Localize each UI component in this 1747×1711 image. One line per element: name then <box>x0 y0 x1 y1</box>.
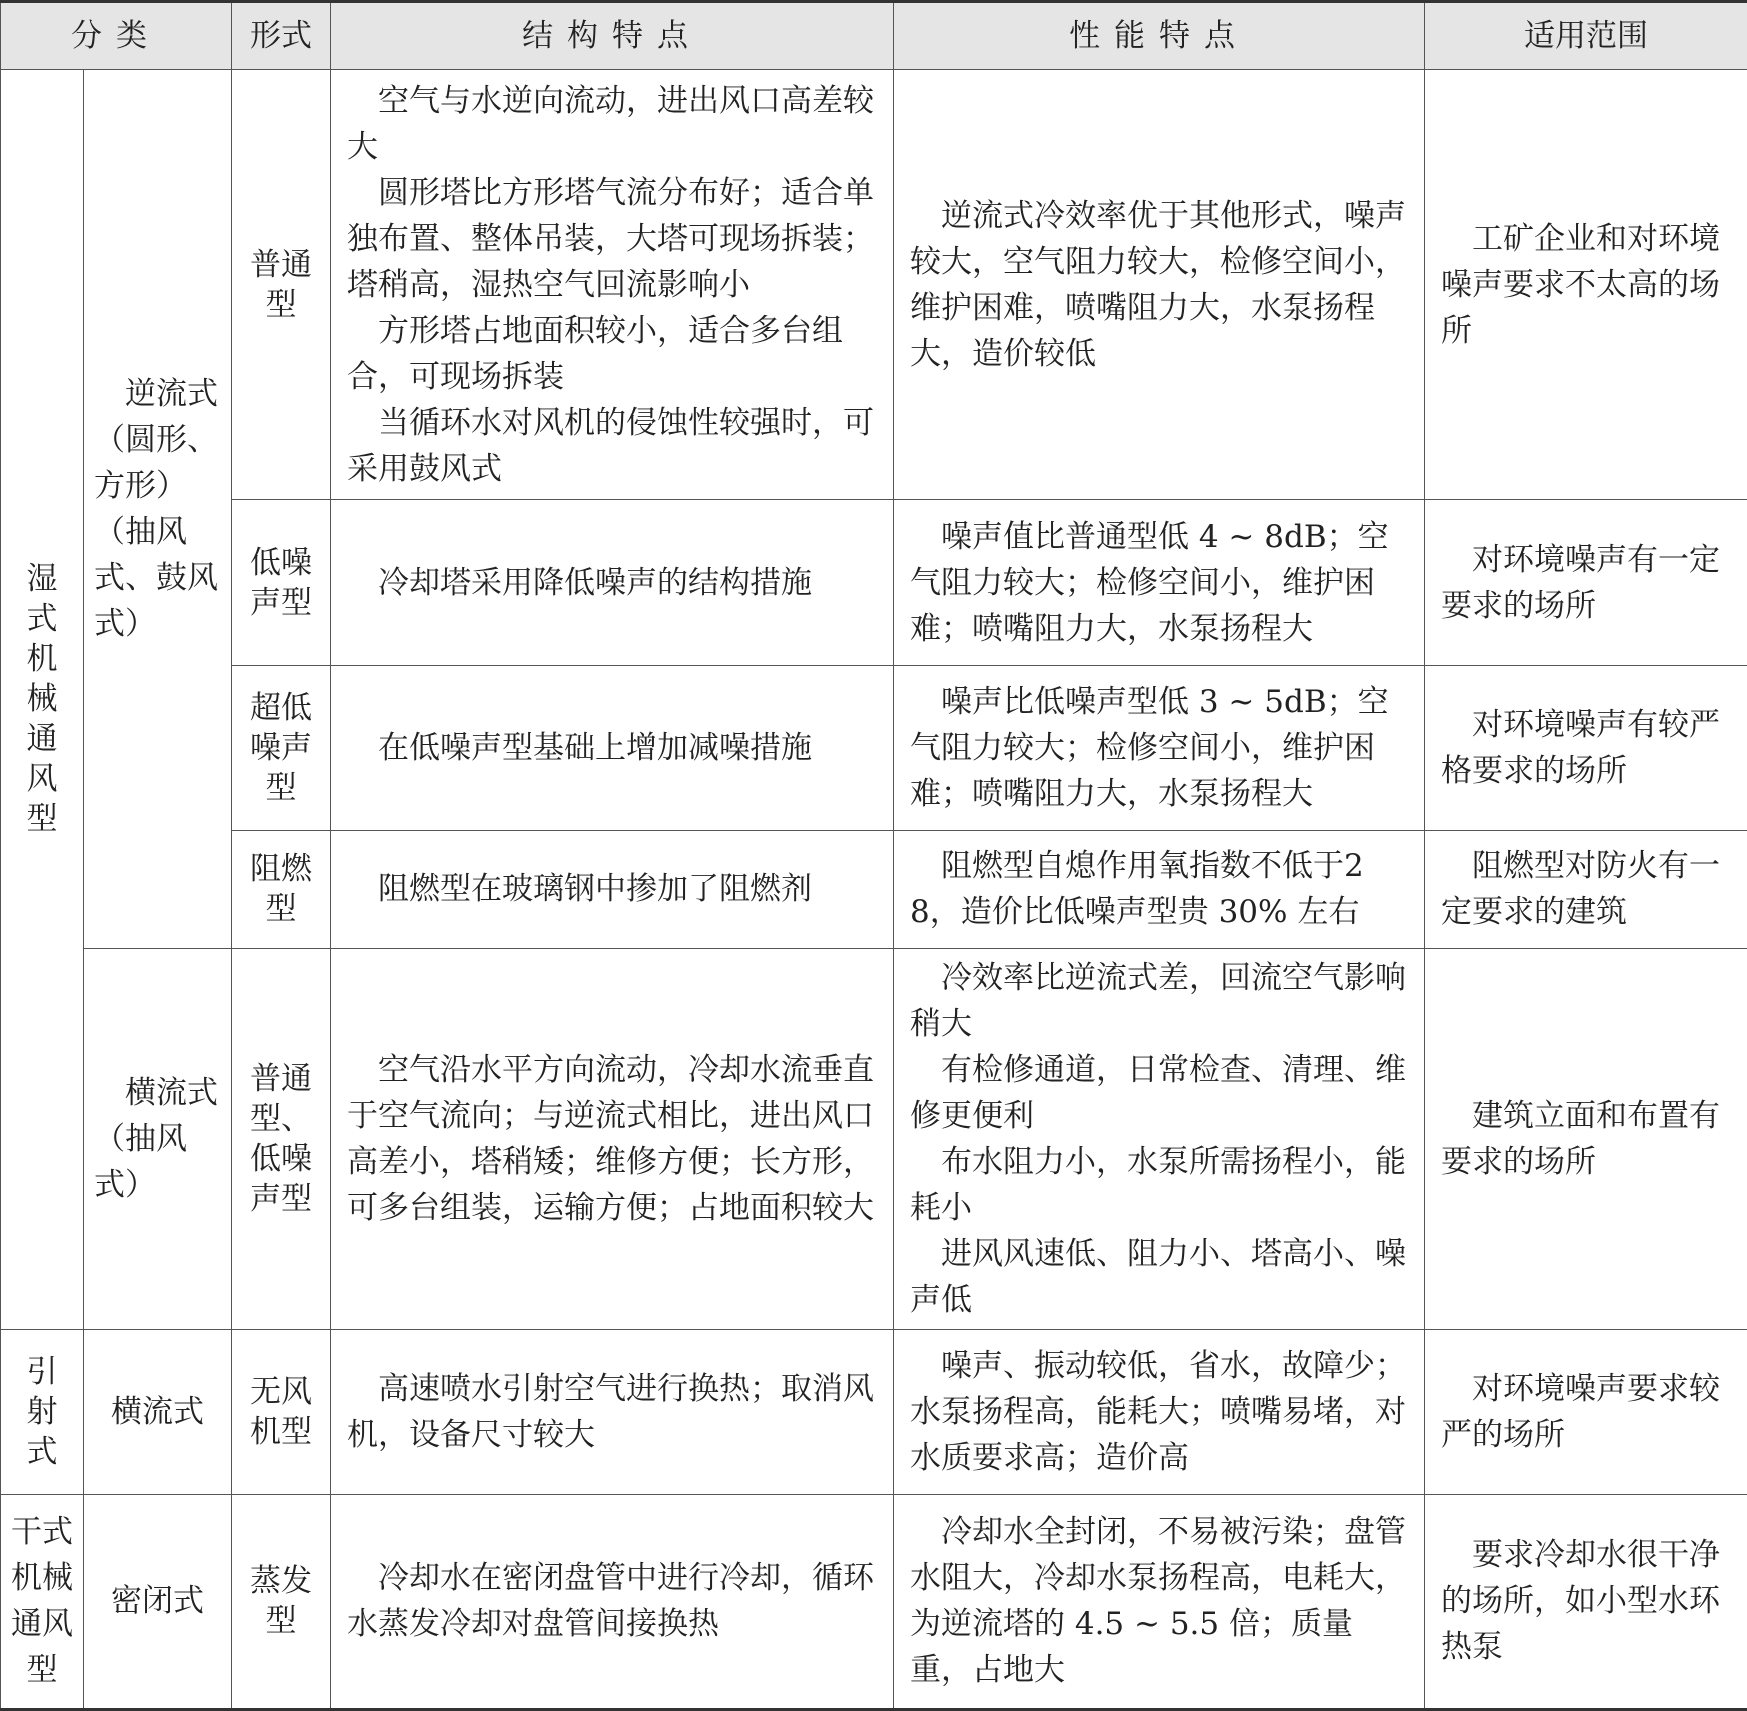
structure-cell <box>331 666 894 831</box>
structure-cell <box>331 70 894 500</box>
performance-line: 布水阻力小，水泵所需扬程小，能耗小 <box>910 1143 1406 1226</box>
performance-line: 逆流式冷效率优于其他形式，噪声较大，空气阻力较大，检修空间小，维护困难，喷嘴阻力大，水泵扬程大，造价较低 <box>910 197 1406 372</box>
performance-cell <box>894 70 1425 500</box>
performance-line: 噪声值比普通型低 4 ~ 8dB；空气阻力较大；检修空间小，维护困难；喷嘴阻力大，水泵扬程大 <box>910 518 1389 647</box>
structure-cell <box>331 1494 894 1709</box>
group-dry <box>1 1494 84 1709</box>
table-row <box>1 1494 1747 1709</box>
performance-cell <box>894 831 1425 948</box>
header-structure: 结构特点 <box>331 2 894 70</box>
group-counterflow: 逆流式（圆形、方形）（抽风式、鼓风式） <box>84 70 232 949</box>
scope-cell: 要求冷却水很干净的场所，如小型水环热泵 <box>1425 1494 1747 1709</box>
performance-line: 噪声比低噪声型低 3 ~ 5dB；空气阻力较大；检修空间小，维护困难；喷嘴阻力大，水泵扬程大 <box>910 684 1389 813</box>
form-cell: 低噪声型 <box>232 500 331 666</box>
table-row <box>1 831 1747 948</box>
group-dry-label: 干式机械通风型 <box>11 1514 73 1689</box>
performance-line: 冷效率比逆流式差，回流空气影响稍大 <box>910 959 1406 1042</box>
table-row <box>1 666 1747 831</box>
group-ejector-label: 引射式 <box>26 1353 58 1470</box>
structure-cell <box>331 831 894 948</box>
scope-cell: 阻燃型对防火有一定要求的建筑 <box>1425 831 1747 948</box>
structure-cell <box>331 948 894 1329</box>
group-crossflow: 横流式（抽风式） <box>84 948 232 1329</box>
header-row <box>1 2 1747 70</box>
header-performance: 性能特点 <box>894 2 1425 70</box>
scope-cell: 工矿企业和对环境噪声要求不太高的场所 <box>1425 70 1747 500</box>
structure-line: 在低噪声型基础上增加减噪措施 <box>378 730 812 767</box>
group-ejector <box>1 1329 84 1494</box>
structure-line: 冷却塔采用降低噪声的结构措施 <box>378 564 812 601</box>
header-form: 形式 <box>232 2 331 70</box>
structure-line: 冷却水在密闭盘管中进行冷却，循环水蒸发冷却对盘管间接换热 <box>347 1560 874 1643</box>
form-cell: 蒸发型 <box>232 1494 331 1709</box>
performance-line: 冷却水全封闭，不易被污染；盘管水阻大，冷却水泵扬程高，电耗大，为逆流塔的 4.5 ~ 5.5 倍；质量重，占地大 <box>910 1514 1406 1689</box>
form-cell: 阻燃型 <box>232 831 331 948</box>
performance-line: 阻燃型自熄作用氧指数不低于28，造价比低噪声型贵 30% 左右 <box>910 848 1364 931</box>
form-cell: 普通型 <box>232 70 331 500</box>
structure-line: 高速喷水引射空气进行换热；取消风机，设备尺寸较大 <box>347 1370 874 1453</box>
structure-line: 空气沿水平方向流动，冷却水流垂直于空气流向；与逆流式相比，进出风口高差小，塔稍矮；维修方便；长方形，可多台组装，运输方便；占地面积较大 <box>347 1051 874 1226</box>
structure-line: 圆形塔比方形塔气流分布好；适合单独布置、整体吊装，大塔可现场拆装；塔稍高，湿热空气回流影响小 <box>347 174 874 303</box>
table-row <box>1 70 1747 500</box>
structure-line: 方形塔占地面积较小，适合多台组合，可现场拆装 <box>347 312 843 395</box>
performance-cell <box>894 1494 1425 1709</box>
group-wet-label: 湿式机械通风型 <box>26 561 58 838</box>
performance-line: 有检修通道，日常检查、清理、维修更便利 <box>910 1051 1406 1134</box>
structure-line: 当循环水对风机的侵蚀性较强时，可采用鼓风式 <box>347 404 874 487</box>
performance-line: 噪声、振动较低，省水，故障少；水泵扬程高，能耗大；喷嘴易堵，对水质要求高；造价高 <box>910 1347 1406 1476</box>
table-row <box>1 500 1747 666</box>
header-scope: 适用范围 <box>1425 2 1747 70</box>
table-row <box>1 1329 1747 1494</box>
structure-cell <box>331 500 894 666</box>
group-dry-sub: 密闭式 <box>84 1494 232 1709</box>
scope-cell: 对环境噪声有一定要求的场所 <box>1425 500 1747 666</box>
performance-cell <box>894 1329 1425 1494</box>
header-category: 分类 <box>1 2 232 70</box>
table-row <box>1 948 1747 1329</box>
structure-line: 空气与水逆向流动，进出风口高差较大 <box>347 82 874 165</box>
structure-line: 阻燃型在玻璃钢中掺加了阻燃剂 <box>378 871 812 908</box>
group-ejector-sub: 横流式 <box>84 1329 232 1494</box>
form-cell: 无风机型 <box>232 1329 331 1494</box>
scope-cell: 对环境噪声要求较严的场所 <box>1425 1329 1747 1494</box>
form-cell: 超低噪声型 <box>232 666 331 831</box>
performance-cell <box>894 500 1425 666</box>
group-wet <box>1 70 84 1330</box>
structure-cell <box>331 1329 894 1494</box>
performance-line: 进风风速低、阻力小、塔高小、噪声低 <box>910 1235 1406 1318</box>
performance-cell <box>894 948 1425 1329</box>
performance-cell <box>894 666 1425 831</box>
scope-cell: 对环境噪声有较严格要求的场所 <box>1425 666 1747 831</box>
scope-cell: 建筑立面和布置有要求的场所 <box>1425 948 1747 1329</box>
form-cell: 普通型、低噪声型 <box>232 948 331 1329</box>
